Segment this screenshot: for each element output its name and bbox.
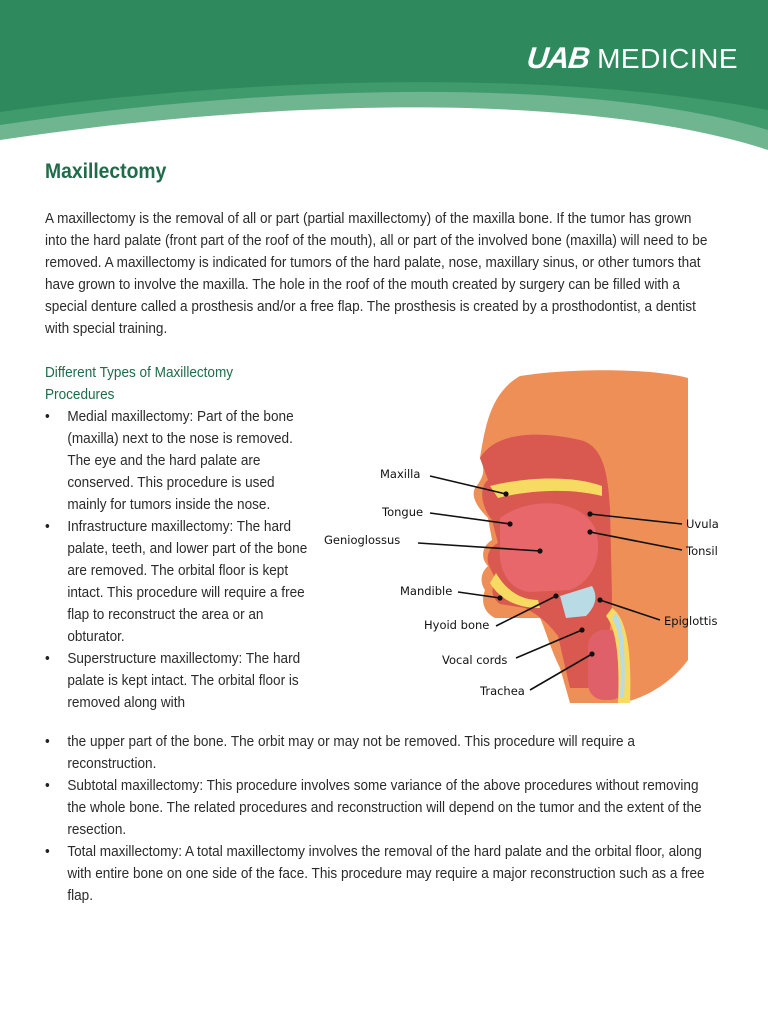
page-title: Maxillectomy bbox=[45, 160, 167, 183]
header-band bbox=[0, 0, 768, 150]
procedure-list-top bbox=[45, 406, 307, 714]
procedure-list-bottom bbox=[45, 731, 715, 907]
list-item-continuation bbox=[45, 731, 715, 775]
list-item: • Medial maxillectomy: Part of the bone (maxilla) next to the nose is removed. The eye and the hard palate are conserved. This procedure is used mainly for tumors inside the nose. bbox=[45, 406, 307, 516]
section-heading: Different Types of Maxillectomy Procedures bbox=[45, 365, 234, 403]
label-vocal-cords: Vocal cords bbox=[442, 653, 508, 667]
label-uvula: Uvula bbox=[686, 517, 719, 531]
list-item: • Subtotal maxillectomy: This procedure involves some variance of the above procedures without removing the whole bone. The related procedures and reconstruction will depend on the tumor and the extent of the resection. bbox=[45, 775, 715, 841]
intro-paragraph: A maxillectomy is the removal of all or part (partial maxillectomy) of the maxilla bone. If the tumor has grown into the hard palate (front part of the roof of the mouth), all or part of the involved bone (maxilla) will need to be removed. A maxillectomy is indicated for tumors of the hard palate, nose, maxillary sinus, or other tumors that have grown to involve the maxilla. The hole in the roof of the mouth created by surgery can be filled with a special denture called a prosthesis and/or a free flap. The prosthesis is created by a prosthodontist, a dentist with special training. bbox=[45, 211, 708, 337]
continuation-text: • the upper part of the bone. The orbit may or may not be removed. This procedure will require a reconstruction. bbox=[67, 734, 635, 772]
logo-medicine: MEDICINE bbox=[597, 43, 738, 74]
list-item: • Superstructure maxillectomy: The hard palate is kept intact. The orbital floor is removed along with bbox=[45, 648, 307, 714]
head-neck-anatomy-diagram bbox=[320, 368, 740, 708]
tongue-shape bbox=[500, 503, 598, 592]
label-mandible: Mandible bbox=[400, 584, 453, 598]
label-epiglottis: Epiglottis bbox=[664, 614, 718, 628]
list-item: • Infrastructure maxillectomy: The hard palate, teeth, and lower part of the bone are removed. The orbital floor is kept intact. This procedure will require a free flap to reconstruct the area or an obturator. bbox=[45, 516, 307, 648]
logo-uab: UAB bbox=[525, 42, 591, 75]
uab-medicine-logo[interactable] bbox=[527, 42, 738, 76]
label-maxilla: Maxilla bbox=[380, 467, 421, 481]
label-tongue: Tongue bbox=[382, 505, 424, 519]
label-genioglossus: Genioglossus bbox=[324, 533, 401, 547]
label-hyoid-bone: Hyoid bone bbox=[424, 618, 490, 632]
label-tonsil: Tonsil bbox=[686, 544, 718, 558]
list-item: • Total maxillectomy: A total maxillectomy involves the removal of the hard palate and the orbital floor, along with entire bone on one side of the face. This procedure may require a major reconstruction such as a free flap. bbox=[45, 841, 715, 907]
label-trachea: Trachea bbox=[480, 684, 525, 698]
